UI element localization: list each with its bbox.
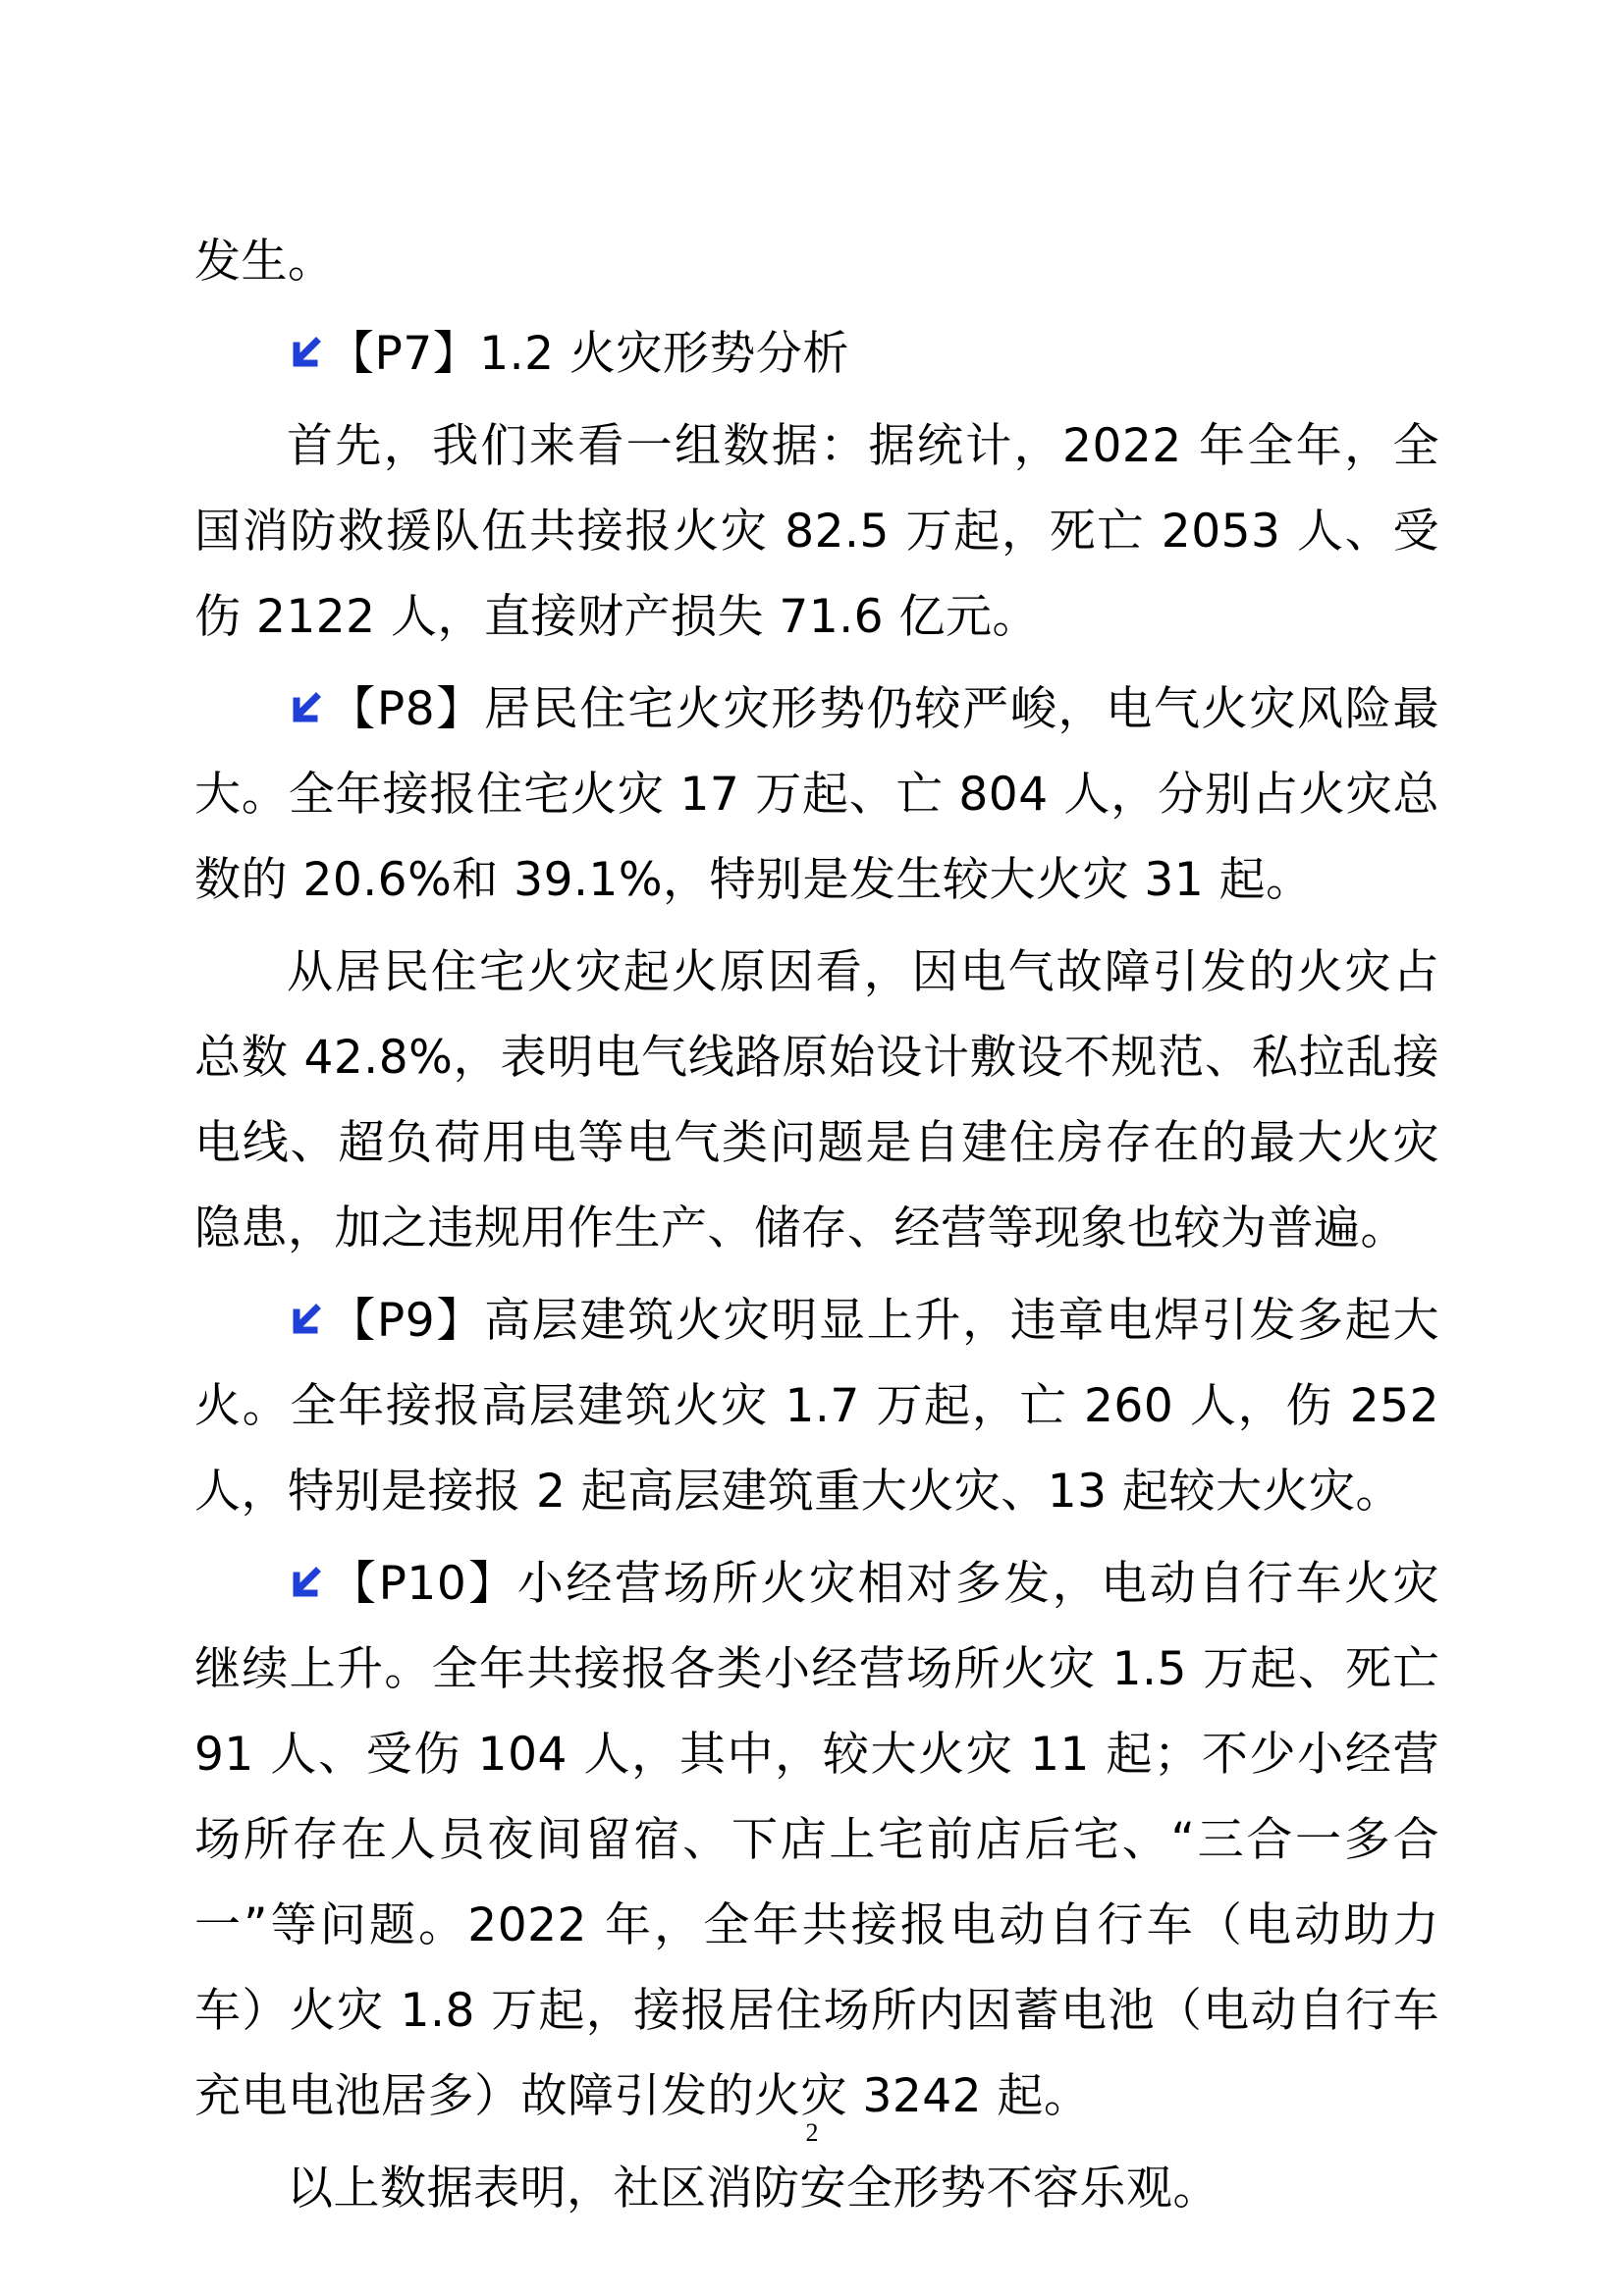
paragraph-conclusion	[194, 2146, 1439, 2231]
paragraph-text: 【P7】1.2 火灾形势分析	[328, 327, 849, 381]
slide-paragraph-p8	[194, 667, 1439, 923]
page-number: 2	[805, 2118, 819, 2147]
paragraph-text: 发生。	[194, 235, 335, 289]
paragraph-continuation	[194, 219, 1439, 304]
slide-paragraph-p9	[194, 1278, 1439, 1534]
arrow-down-left-icon	[287, 689, 326, 728]
paragraph-residential-causes	[194, 930, 1439, 1271]
paragraph-text: 从居民住宅火灾起火原因看，因电气故障引发的火灾占总数 42.8%，表明电气线路原始设计敷设不规范、私拉乱接电线、超负荷用电等电气类问题是自建住房存在的最大火灾隐患，加之违规用作生产、储存、经营等现象也较为普遍。	[194, 945, 1439, 1255]
paragraph-text: 【P9】高层建筑火灾明显上升，违章电焊引发多起大火。全年接报高层建筑火灾 1.7 万起，亡 260 人，伤 252 人，特别是接报 2 起高层建筑重大火灾、13 起较大火灾。	[194, 1294, 1439, 1519]
paragraph-text: 【P10】小经营场所火灾相对多发，电动自行车火灾继续上升。全年共接报各类小经营场所火灾 1.5 万起、死亡 91 人、受伤 104 人，其中，较大火灾 11 起；不少小经营场所存在人员夜间留宿、下店上宅前店后宅、“三合一多合一”等问题。2022 年，全年共接报电动自行车（电动助力车）火灾 1.8 万起，接报居住场所内因蓄电池（电动自行车充电电池居多）故障引发的火灾 3242 起。	[194, 1557, 1439, 2123]
arrow-down-left-icon	[287, 1564, 326, 1603]
paragraph-text: 首先，我们来看一组数据：据统计，2022 年全年，全国消防救援队伍共接报火灾 82.5 万起，死亡 2053 人、受伤 2122 人，直接财产损失 71.6 亿元。	[194, 419, 1439, 644]
arrow-down-left-icon	[287, 1301, 326, 1340]
slide-paragraph-p10	[194, 1541, 1439, 2139]
paragraph-text: 以上数据表明，社区消防安全形势不容乐观。	[287, 2162, 1219, 2216]
paragraph-text: 【P8】居民住宅火灾形势仍较严峻，电气火灾风险最大。全年接报住宅火灾 17 万起、亡 804 人，分别占火灾总数的 20.6%和 39.1%，特别是发生较大火灾 31 起。	[194, 682, 1439, 907]
arrow-down-left-icon	[287, 334, 326, 373]
document-body	[194, 219, 1439, 2238]
paragraph-statistics	[194, 403, 1439, 660]
slide-heading-p7	[194, 311, 1439, 397]
